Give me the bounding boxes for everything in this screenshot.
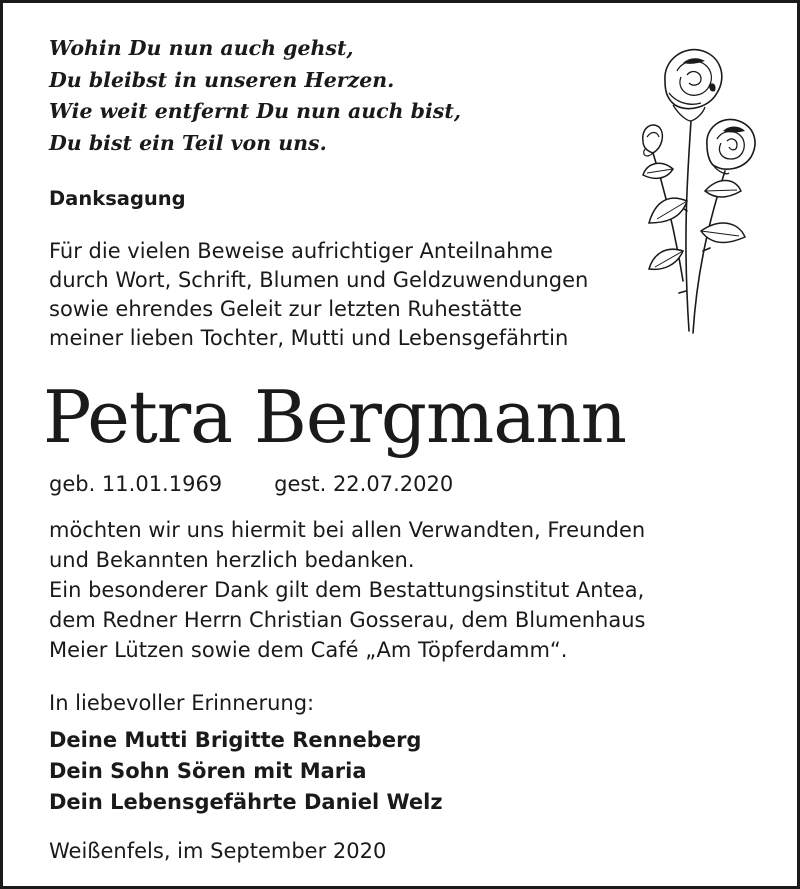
memorial-poem <box>49 33 461 159</box>
poem-line: Du bleibst in unseren Herzen. <box>49 67 395 92</box>
place-and-date: Weißenfels, im September 2020 <box>49 839 387 863</box>
text-line: durch Wort, Schrift, Blumen und Geldzuwendungen <box>49 268 589 292</box>
text-line: dem Redner Herrn Christian Gosserau, dem Blumenhaus <box>49 608 646 632</box>
text-line: Ein besonderer Dank gilt dem Bestattungsinstitut Antea, <box>49 578 645 602</box>
text-line: möchten wir uns hiermit bei allen Verwandten, Freunden <box>49 518 646 542</box>
text-line: meiner lieben Tochter, Mutti und Lebensgefährtin <box>49 326 569 350</box>
rose-illustration <box>613 41 763 341</box>
intro-paragraph <box>49 237 588 353</box>
death-date: gest. 22.07.2020 <box>274 472 454 496</box>
text-line: und Bekannten herzlich bedanken. <box>49 548 415 572</box>
life-dates <box>49 470 453 498</box>
memory-label: In liebevoller Erinnerung: <box>49 691 315 715</box>
birth-date: geb. 11.01.1969 <box>49 472 223 496</box>
family-member: Dein Sohn Sören mit Maria <box>49 759 367 783</box>
section-heading: Danksagung <box>49 187 186 210</box>
text-line: sowie ehrendes Geleit zur letzten Ruhestätte <box>49 297 522 321</box>
family-signatures <box>49 725 443 818</box>
poem-line: Wohin Du nun auch gehst, <box>49 36 354 60</box>
family-member: Deine Mutti Brigitte Renneberg <box>49 728 422 752</box>
text-line: Meier Lützen sowie dem Café „Am Töpferdamm“. <box>49 638 568 662</box>
poem-line: Du bist ein Teil von uns. <box>49 130 327 155</box>
poem-line: Wie weit entfernt Du nun auch bist, <box>49 99 461 123</box>
text-line: Für die vielen Beweise aufrichtiger Anteilnahme <box>49 239 553 263</box>
deceased-name: Petra Bergmann <box>43 375 626 459</box>
family-member: Dein Lebensgefährte Daniel Welz <box>49 790 443 814</box>
thanks-paragraph <box>49 515 645 665</box>
